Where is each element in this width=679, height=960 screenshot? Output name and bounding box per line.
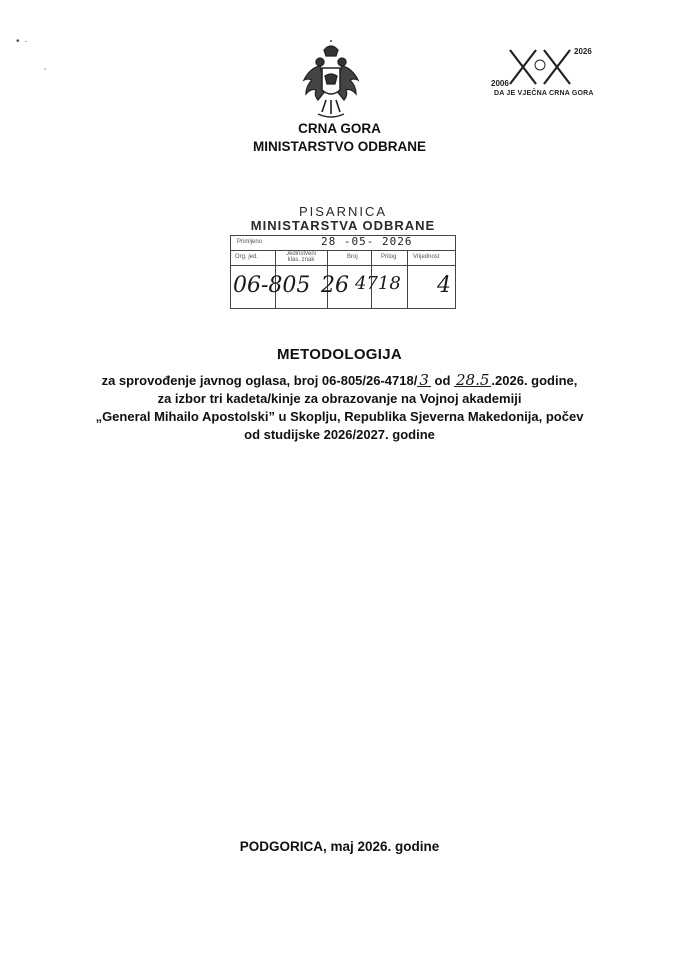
logo-year-start: 2006 (491, 79, 509, 88)
document-title: METODOLOGIJA (277, 346, 402, 363)
stamp-col-no: Broj (347, 254, 358, 260)
subject-text: .2026. godine, (491, 373, 578, 388)
stamp-col-attach: Prilog (381, 254, 397, 260)
handwritten-date: 28.5 (456, 371, 490, 389)
stamp-table (230, 235, 456, 309)
place-and-date: PODGORICA, maj 2026. godine (239, 839, 440, 854)
country-heading: CRNA GORA (298, 121, 381, 136)
stamp-received-label: Primljeno (237, 239, 263, 245)
ministry-heading: MINISTARSTVO ODBRANE (252, 139, 426, 154)
registry-stamp (228, 204, 458, 312)
stamp-office: PISARNICA (298, 204, 388, 219)
stamp-col-value: Vrijednost (413, 254, 440, 260)
subject-line-3: „General Mihailo Apostolski” u Skoplju, Republika Sjeverna Makedonija, počev (95, 409, 584, 424)
handwritten-subnumber: 3 (419, 371, 429, 389)
logo-year-end: 2026 (574, 47, 592, 56)
subject-text: od (430, 373, 454, 388)
stamp-received-date: 28 -05- 2026 (321, 235, 413, 248)
stamp-hw-org: 06-805 (233, 273, 311, 298)
stamp-col-org: Org. jed. (235, 254, 259, 260)
stamp-hw-attach: 4 (437, 273, 451, 298)
logo-tagline: DA JE VJEČNA CRNA GORA (494, 90, 594, 97)
stamp-ministry: MINISTARSTVA ODBRANE (250, 218, 436, 233)
scan-mark: • · (16, 36, 29, 47)
coat-of-arms-icon (298, 40, 364, 124)
subject-text: za sprovođenje javnog oglasa, broj 06-805/26-4718/ (101, 373, 418, 388)
scan-mark: , (44, 62, 47, 71)
stamp-divider (407, 250, 408, 308)
subject-line-1 (0, 373, 679, 388)
stamp-columns-row (231, 250, 455, 266)
subject-line-2: za izbor tri kadeta/kinje za obrazovanje na Vojnoj akademiji (157, 391, 522, 406)
stamp-col-class: Jedinstveni klas. znak (285, 251, 317, 263)
stamp-received-row (231, 236, 455, 251)
stamp-hw-class: 26 (321, 273, 349, 298)
subject-line-4: od studijske 2026/2027. godine (244, 427, 435, 442)
stamp-hw-no: 4718 (355, 273, 401, 294)
